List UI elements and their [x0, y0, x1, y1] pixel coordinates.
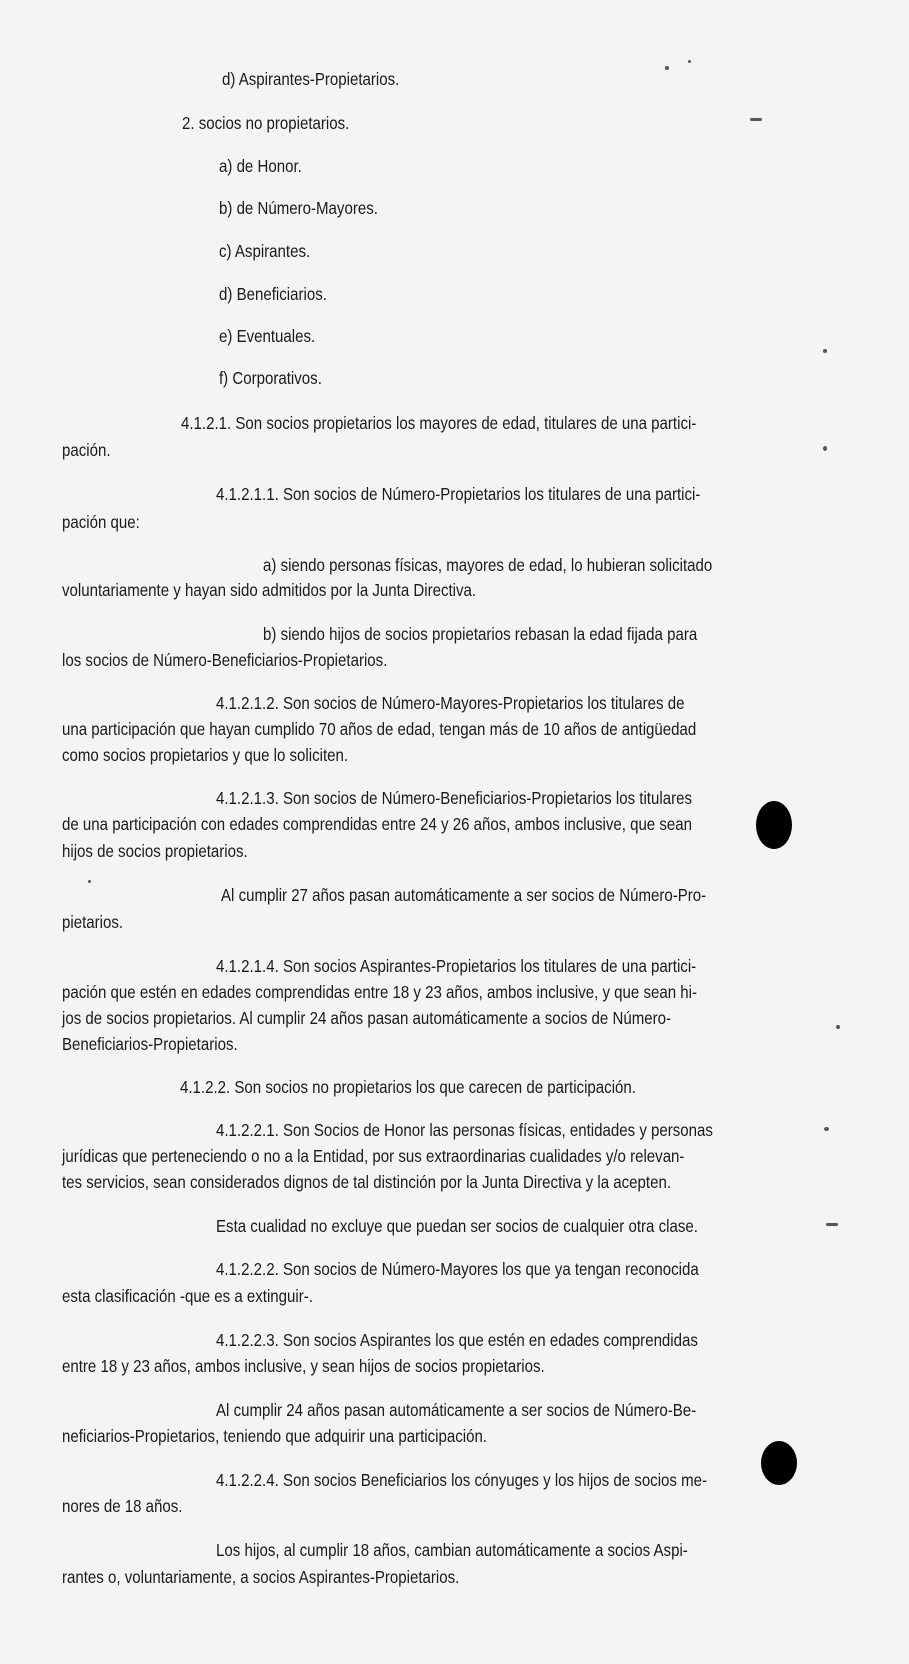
punch-hole — [756, 801, 792, 849]
paragraph-line: tes servicios, sean considerados dignos de tal distinción por la Junta Directiva y la acepten. — [62, 1172, 672, 1192]
paragraph-line: Los hijos, al cumplir 18 años, cambian automáticamente a socios Aspi- — [216, 1540, 688, 1560]
punch-hole — [761, 1441, 797, 1485]
scan-speck — [836, 1025, 840, 1029]
paragraph-line: jurídicas que perteneciendo o no a la Entidad, por sus extraordinarias cualidades y/o relevan- — [62, 1146, 685, 1166]
paragraph-line: a) siendo personas físicas, mayores de edad, lo hubieran solicitado — [263, 555, 713, 575]
paragraph-line: 4.1.2.1.1. Son socios de Número-Propietarios los titulares de una partici- — [216, 484, 701, 504]
scan-speck — [88, 880, 91, 883]
paragraph-line: jos de socios propietarios. Al cumplir 24 años pasan automáticamente a socios de Número- — [62, 1008, 672, 1028]
list-item-b: b) de Número-Mayores. — [219, 198, 378, 218]
list-item-d-aspirantes-propietarios: d) Aspirantes-Propietarios. — [222, 69, 400, 89]
paragraph-line: 4.1.2.2.1. Son Socios de Honor las personas físicas, entidades y personas — [216, 1120, 713, 1140]
paragraph-line: esta clasificación -que es a extinguir-. — [62, 1286, 313, 1306]
paragraph-line: 4.1.2.2. Son socios no propietarios los que carecen de participación. — [180, 1077, 636, 1097]
paragraph-line: Beneficiarios-Propietarios. — [62, 1034, 238, 1054]
paragraph-line: 4.1.2.1.2. Son socios de Número-Mayores-Propietarios los titulares de — [216, 693, 685, 713]
paragraph-line: pación que estén en edades comprendidas entre 18 y 23 años, ambos inclusive, y que sean hi- — [62, 982, 698, 1002]
paragraph-line: 4.1.2.1.4. Son socios Aspirantes-Propietarios los titulares de una partici- — [216, 956, 697, 976]
scan-speck — [665, 66, 669, 70]
list-item-f: f) Corporativos. — [219, 368, 322, 388]
scan-speck — [826, 1223, 838, 1226]
scan-speck — [824, 1127, 829, 1131]
paragraph-line: pación que: — [62, 512, 140, 532]
paragraph-line: pietarios. — [62, 912, 124, 932]
list-item-a: a) de Honor. — [219, 156, 302, 176]
scan-speck — [750, 118, 762, 121]
paragraph-line: 4.1.2.2.3. Son socios Aspirantes los que estén en edades comprendidas — [216, 1330, 698, 1350]
paragraph-line: de una participación con edades comprendidas entre 24 y 26 años, ambos inclusive, que sean — [62, 814, 693, 834]
paragraph-line: 4.1.2.2.4. Son socios Beneficiarios los cónyuges y los hijos de socios me- — [216, 1470, 708, 1490]
paragraph-line: entre 18 y 23 años, ambos inclusive, y sean hijos de socios propietarios. — [62, 1356, 545, 1376]
paragraph-line: Al cumplir 24 años pasan automáticamente a ser socios de Número-Be- — [216, 1400, 697, 1420]
paragraph-line: 4.1.2.2.2. Son socios de Número-Mayores los que ya tengan reconocida — [216, 1259, 699, 1279]
paragraph-line: 4.1.2.1.3. Son socios de Número-Beneficiarios-Propietarios los titulares — [216, 788, 692, 808]
list-item-e: e) Eventuales. — [219, 326, 316, 346]
paragraph-line: Esta cualidad no excluye que puedan ser socios de cualquier otra clase. — [216, 1216, 698, 1236]
paragraph-line: los socios de Número-Beneficiarios-Propietarios. — [62, 650, 388, 670]
paragraph-line: neficiarios-Propietarios, teniendo que adquirir una participación. — [62, 1426, 488, 1446]
paragraph-line: nores de 18 años. — [62, 1496, 183, 1516]
paragraph-line: una participación que hayan cumplido 70 años de edad, tengan más de 10 años de antigüedad — [62, 719, 697, 739]
scan-speck — [823, 349, 827, 353]
paragraph-line: como socios propietarios y que lo soliciten. — [62, 745, 349, 765]
paragraph-line: 4.1.2.1. Son socios propietarios los mayores de edad, titulares de una partici- — [181, 413, 697, 433]
scan-speck — [688, 60, 691, 63]
list-item-d: d) Beneficiarios. — [219, 284, 327, 304]
paragraph-line: pación. — [62, 440, 111, 460]
paragraph-line: voluntariamente y hayan sido admitidos por la Junta Directiva. — [62, 580, 477, 600]
list-heading-socios-no-propietarios: 2. socios no propietarios. — [182, 113, 350, 133]
paragraph-line: hijos de socios propietarios. — [62, 841, 248, 861]
scan-speck — [823, 446, 827, 451]
paragraph-line: Al cumplir 27 años pasan automáticamente a ser socios de Número-Pro- — [221, 885, 707, 905]
paragraph-line: b) siendo hijos de socios propietarios rebasan la edad fijada para — [263, 624, 698, 644]
list-item-c: c) Aspirantes. — [219, 241, 311, 261]
paragraph-line: rantes o, voluntariamente, a socios Aspirantes-Propietarios. — [62, 1567, 460, 1587]
